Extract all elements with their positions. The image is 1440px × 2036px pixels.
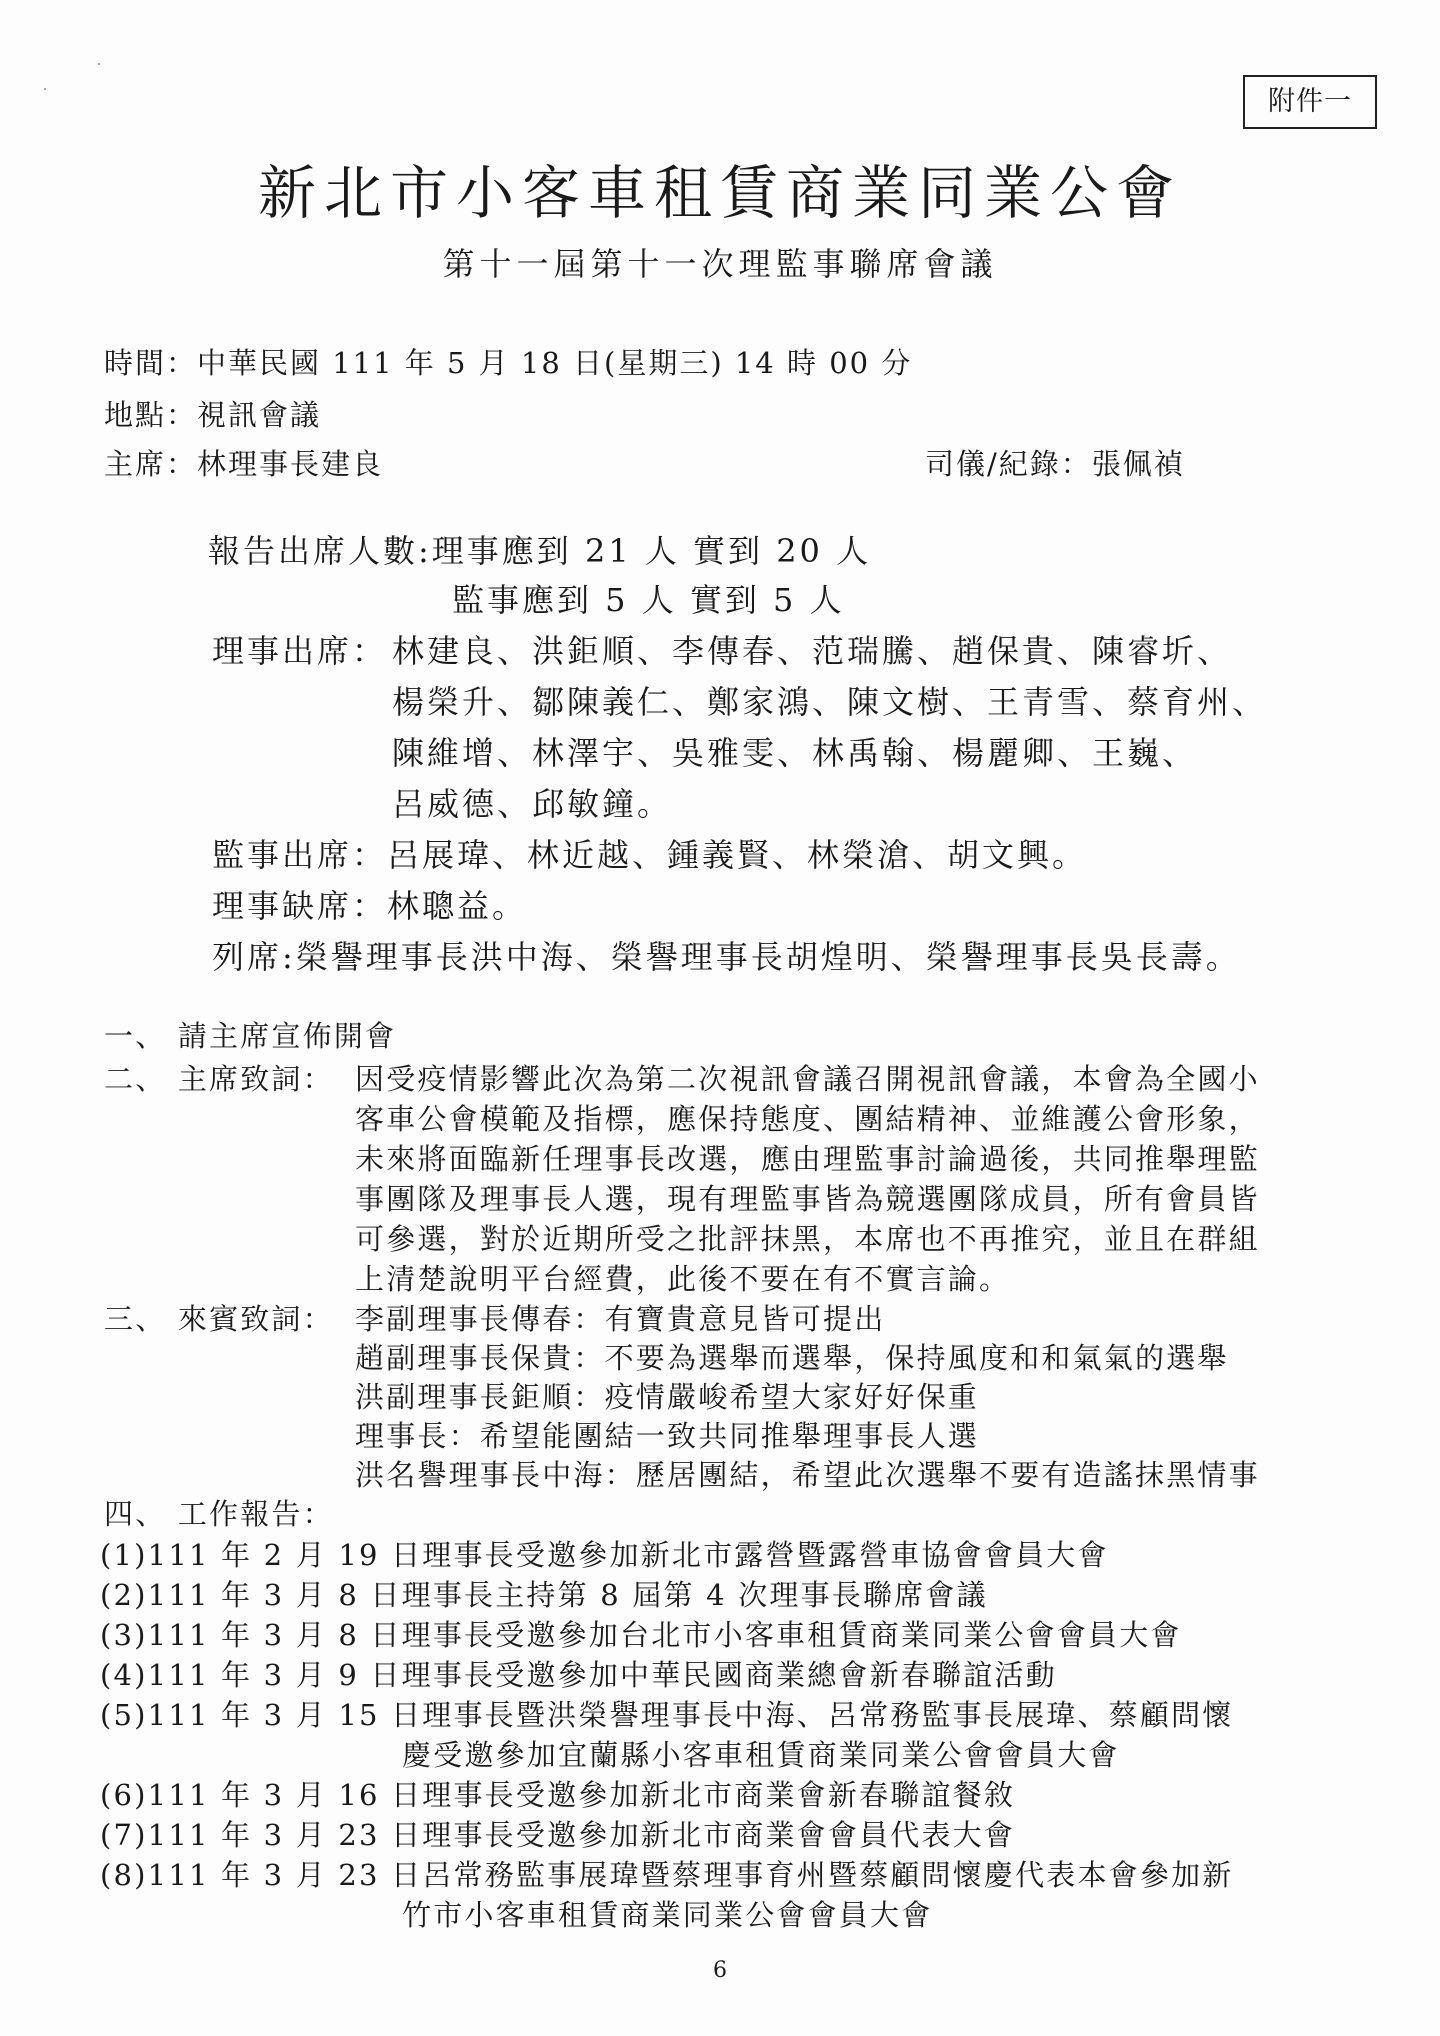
work-report-item: (5)111 年 3 月 15 日理事長暨洪榮譽理事長中海、呂常務監事長展瑋、蔡顧問懷 [100, 1698, 1234, 1732]
scan-speck [98, 63, 100, 65]
chair-speech-line: 事團隊及理事長人選，現有理監事皆為競選團隊成員，所有會員皆 [355, 1182, 1260, 1216]
agenda-item-4-label: 四、 工作報告： [104, 1497, 334, 1531]
agenda-item-1: 一、 請主席宣佈開會 [104, 1019, 397, 1053]
supervisors-count: 監事應到 5 人 實到 5 人 [452, 581, 845, 619]
attachment-label: 附件一 [1243, 75, 1377, 129]
directors-present-label: 理事出席： [212, 632, 388, 670]
work-report-item: (3)111 年 3 月 8 日理事長受邀參加台北市小客車租賃商業同業公會會員大會 [100, 1618, 1182, 1652]
agenda-item-2-label: 二、 主席致詞： [104, 1062, 334, 1096]
supervisors-present: 監事出席：呂展瑋、林近越、鍾義賢、林榮滄、胡文興。 [212, 836, 1088, 874]
work-report-item: (2)111 年 3 月 8 日理事長主持第 8 屆第 4 次理事長聯席會議 [100, 1578, 988, 1612]
directors-present-line: 呂威德、邱敏鐘。 [392, 785, 673, 823]
directors-absent: 理事缺席：林聰益。 [212, 887, 528, 925]
agenda-item-3-label: 三、 來賓致詞： [104, 1302, 334, 1336]
work-report-item-continuation: 慶受邀參加宜蘭縣小客車租賃商業同業公會會員大會 [402, 1738, 1120, 1772]
work-report-item-continuation: 竹市小客車租賃商業同業公會會員大會 [402, 1898, 933, 1932]
directors-count: 報告出席人數:理事應到 21 人 實到 20 人 [208, 532, 872, 570]
meeting-chair: 主席：林理事長建良 [104, 447, 384, 481]
page-number: 6 [713, 1958, 727, 1983]
chair-speech-line: 未來將面臨新任理事長改選，應由理監事討論過後，共同推舉理監 [355, 1142, 1260, 1176]
directors-present-line: 楊榮升、鄒陳義仁、鄭家鴻、陳文樹、王青雪、蔡育州、 [392, 683, 1268, 721]
observers: 列席:榮譽理事長洪中海、榮譽理事長胡煌明、榮譽理事長吳長壽。 [212, 938, 1241, 976]
chair-speech-line: 可參選，對於近期所受之批評抹黑，本席也不再推究，並且在群組 [355, 1222, 1260, 1256]
meeting-place: 地點：視訊會議 [104, 398, 322, 432]
page-subtitle: 第十一屆第十一次理監事聯席會議 [442, 245, 998, 283]
directors-present-line: 陳維增、林澤宇、吳雅雯、林禹翰、楊麗卿、王巍、 [392, 734, 1198, 772]
guest-speech-line: 理事長：希望能團結一致共同推舉理事長人選 [355, 1419, 980, 1453]
guest-speech-line: 李副理事長傳春：有寶貴意見皆可提出 [355, 1302, 886, 1336]
guest-speech-line: 洪名譽理事長中海：歷居團結，希望此次選舉不要有造謠抹黑情事 [355, 1458, 1260, 1492]
work-report-item: (8)111 年 3 月 23 日呂常務監事展瑋暨蔡理事育州暨蔡顧問懷慶代表本會參加新 [100, 1858, 1234, 1892]
page-title: 新北市小客車租賃商業同業公會 [257, 159, 1182, 227]
chair-speech-line: 因受疫情影響此次為第二次視訊會議召開視訊會議，本會為全國小 [355, 1062, 1260, 1096]
directors-present-line: 林建良、洪鉅順、李傳春、范瑞騰、趙保貴、陳睿圻、 [392, 632, 1233, 670]
work-report-item: (1)111 年 2 月 19 日理事長受邀參加新北市露營暨露營車協會會員大會 [100, 1538, 1109, 1572]
work-report-item: (4)111 年 3 月 9 日理事長受邀參加中華民國商業總會新春聯誼活動 [100, 1658, 1057, 1692]
chair-speech-line: 上清楚說明平台經費，此後不要在有不實言論。 [355, 1262, 1011, 1296]
meeting-recorder: 司儀/紀錄：張佩禎 [925, 447, 1185, 481]
scan-speck [44, 88, 46, 90]
guest-speech-line: 趙副理事長保貴：不要為選舉而選舉，保持風度和和氣氣的選舉 [355, 1341, 1229, 1375]
work-report-item: (7)111 年 3 月 23 日理事長受邀參加新北市商業會會員代表大會 [100, 1818, 1016, 1852]
meeting-time: 時間：中華民國 111 年 5 月 18 日(星期三) 14 時 00 分 [104, 346, 913, 380]
guest-speech-line: 洪副理事長鉅順：疫情嚴峻希望大家好好保重 [355, 1380, 980, 1414]
work-report-item: (6)111 年 3 月 16 日理事長受邀參加新北市商業會新春聯誼餐敘 [100, 1778, 1016, 1812]
chair-speech-line: 客車公會模範及指標，應保持態度、團結精神、並維護公會形象， [355, 1102, 1260, 1136]
